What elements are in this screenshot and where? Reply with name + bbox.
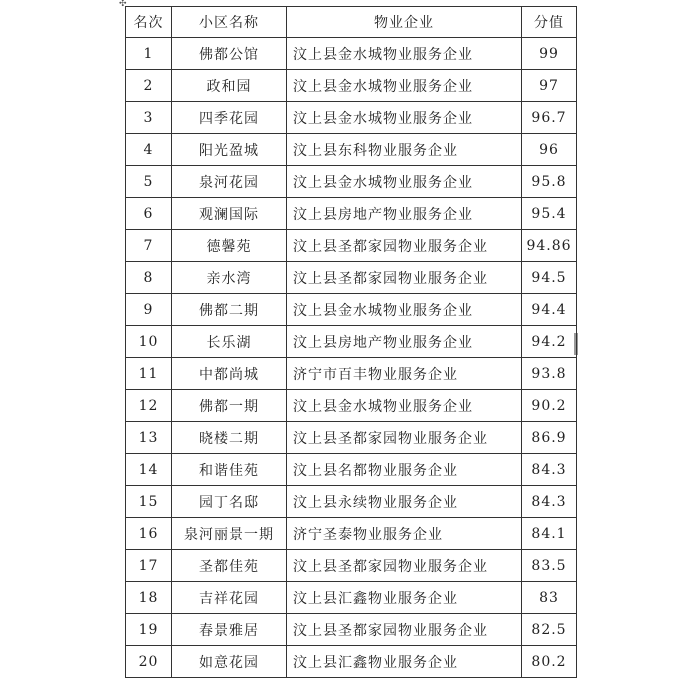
table-header	[126, 7, 577, 38]
cell-company: 汶上县房地产物业服务企业	[287, 326, 522, 358]
cell-company: 汶上县房地产物业服务企业	[287, 198, 522, 230]
table-row	[126, 262, 577, 294]
cell-score: 94.4	[522, 294, 577, 326]
cell-rank: 5	[126, 166, 172, 198]
cell-rank: 6	[126, 198, 172, 230]
cell-community: 泉河花园	[172, 166, 287, 198]
cell-company: 汶上县圣都家园物业服务企业	[287, 422, 522, 454]
table-row	[126, 230, 577, 262]
cell-company: 汶上县金水城物业服务企业	[287, 390, 522, 422]
cell-score: 94.86	[522, 230, 577, 262]
cell-community: 吉祥花园	[172, 582, 287, 614]
cell-company: 济宁圣泰物业服务企业	[287, 518, 522, 550]
cell-community: 园丁名邸	[172, 486, 287, 518]
table-row	[126, 326, 577, 358]
cell-score: 95.8	[522, 166, 577, 198]
cell-rank: 4	[126, 134, 172, 166]
cell-community: 佛都公馆	[172, 38, 287, 70]
cell-company: 汶上县圣都家园物业服务企业	[287, 614, 522, 646]
cell-rank: 16	[126, 518, 172, 550]
cell-rank: 19	[126, 614, 172, 646]
cell-rank: 14	[126, 454, 172, 486]
cell-rank: 8	[126, 262, 172, 294]
cell-community: 观澜国际	[172, 198, 287, 230]
table-row	[126, 134, 577, 166]
cell-community: 德馨苑	[172, 230, 287, 262]
cell-rank: 1	[126, 38, 172, 70]
cell-company: 汶上县汇鑫物业服务企业	[287, 646, 522, 678]
cell-community: 四季花园	[172, 102, 287, 134]
table-row	[126, 550, 577, 582]
cell-rank: 17	[126, 550, 172, 582]
cell-score: 84.3	[522, 454, 577, 486]
cell-rank: 15	[126, 486, 172, 518]
cell-community: 晓楼二期	[172, 422, 287, 454]
cell-rank: 7	[126, 230, 172, 262]
cell-company: 汶上县金水城物业服务企业	[287, 70, 522, 102]
cell-community: 阳光盈城	[172, 134, 287, 166]
cell-score: 83.5	[522, 550, 577, 582]
cell-rank: 20	[126, 646, 172, 678]
cell-community: 春景雅居	[172, 614, 287, 646]
cell-community: 亲水湾	[172, 262, 287, 294]
cell-company: 汶上县金水城物业服务企业	[287, 294, 522, 326]
cell-rank: 11	[126, 358, 172, 390]
cell-score: 96.7	[522, 102, 577, 134]
header-score: 分值	[522, 7, 577, 38]
cell-score: 84.1	[522, 518, 577, 550]
cell-community: 佛都二期	[172, 294, 287, 326]
table-row	[126, 454, 577, 486]
cell-company: 汶上县名都物业服务企业	[287, 454, 522, 486]
cell-rank: 9	[126, 294, 172, 326]
cell-score: 90.2	[522, 390, 577, 422]
cell-community: 泉河丽景一期	[172, 518, 287, 550]
header-rank: 名次	[126, 7, 172, 38]
cell-score: 94.2	[522, 326, 577, 358]
cell-company: 汶上县永续物业服务企业	[287, 486, 522, 518]
header-company: 物业企业	[287, 7, 522, 38]
header-row	[126, 7, 577, 38]
cell-rank: 18	[126, 582, 172, 614]
table-row	[126, 102, 577, 134]
table-row	[126, 166, 577, 198]
cell-score: 97	[522, 70, 577, 102]
cell-community: 长乐湖	[172, 326, 287, 358]
cell-community: 和谐佳苑	[172, 454, 287, 486]
cell-community: 中都尚城	[172, 358, 287, 390]
table-row	[126, 646, 577, 678]
table-row	[126, 390, 577, 422]
cell-score: 99	[522, 38, 577, 70]
cell-company: 汶上县圣都家园物业服务企业	[287, 230, 522, 262]
cell-community: 佛都一期	[172, 390, 287, 422]
cell-company: 汶上县金水城物业服务企业	[287, 166, 522, 198]
cell-company: 汶上县汇鑫物业服务企业	[287, 582, 522, 614]
cell-rank: 13	[126, 422, 172, 454]
table-row	[126, 358, 577, 390]
cell-score: 96	[522, 134, 577, 166]
cell-rank: 10	[126, 326, 172, 358]
table-row	[126, 518, 577, 550]
cell-community: 政和园	[172, 70, 287, 102]
cell-score: 82.5	[522, 614, 577, 646]
table-row	[126, 294, 577, 326]
table-move-handle-icon[interactable]: ✣	[119, 0, 127, 9]
table-row	[126, 70, 577, 102]
cell-rank: 12	[126, 390, 172, 422]
cell-score: 83	[522, 582, 577, 614]
cell-score: 93.8	[522, 358, 577, 390]
table-row	[126, 422, 577, 454]
cell-score: 80.2	[522, 646, 577, 678]
table-row	[126, 614, 577, 646]
ranking-table	[125, 6, 577, 678]
cell-company: 济宁市百丰物业服务企业	[287, 358, 522, 390]
cell-company: 汶上县圣都家园物业服务企业	[287, 262, 522, 294]
table-row	[126, 198, 577, 230]
cell-score: 94.5	[522, 262, 577, 294]
cell-community: 圣都佳苑	[172, 550, 287, 582]
cell-rank: 3	[126, 102, 172, 134]
header-community: 小区名称	[172, 7, 287, 38]
cell-rank: 2	[126, 70, 172, 102]
cell-company: 汶上县金水城物业服务企业	[287, 38, 522, 70]
cell-score: 84.3	[522, 486, 577, 518]
cell-company: 汶上县东科物业服务企业	[287, 134, 522, 166]
cell-score: 86.9	[522, 422, 577, 454]
table-row	[126, 486, 577, 518]
cell-company: 汶上县金水城物业服务企业	[287, 102, 522, 134]
cell-score: 95.4	[522, 198, 577, 230]
table-body	[126, 38, 577, 678]
cell-company: 汶上县圣都家园物业服务企业	[287, 550, 522, 582]
table-row	[126, 38, 577, 70]
table-row	[126, 582, 577, 614]
cell-community: 如意花园	[172, 646, 287, 678]
